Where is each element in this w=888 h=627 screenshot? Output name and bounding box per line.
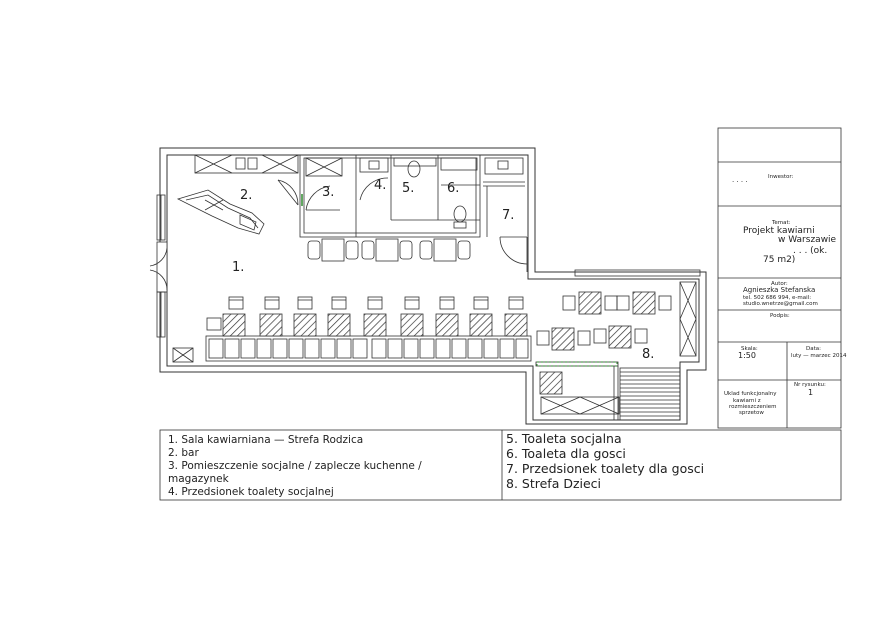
room-number-2: 2. — [240, 188, 253, 203]
subject-line4: 75 m2) — [763, 255, 796, 265]
subject-label: Temat: — [772, 220, 791, 226]
date-value: luty — marzec 2014 — [791, 353, 847, 359]
legend-right — [502, 430, 841, 500]
room-number-5: 5. — [402, 181, 415, 196]
author-name: Agnieszka Stefanska — [743, 286, 816, 294]
scale-label: Skala: — [741, 346, 758, 352]
author-phone: tel. 502 686 994, e-mail: — [743, 295, 812, 301]
legend-item-1: 1. Sala kawiarniana — Strefa Rodzica — [168, 434, 364, 446]
room-number-3: 3. — [322, 185, 335, 200]
bench — [206, 336, 531, 361]
description-line3: rozmieszczeniem — [729, 404, 777, 410]
subject-line1: Projekt kawiarni — [743, 226, 815, 236]
cafe-tables — [223, 314, 527, 336]
subject-line2: w Warszawie — [778, 235, 837, 245]
drawing-no-value: 1 — [808, 388, 814, 397]
legend-item-7: 7. Przedsionek toalety dla gosci — [506, 461, 705, 476]
legend-item-3-cont: magazynek — [168, 473, 229, 485]
entrance-door — [150, 195, 167, 337]
legend-item-4: 4. Przedsionek toalety socjalnej — [168, 486, 334, 498]
scale-value: 1:50 — [738, 351, 756, 360]
legend-item-6: 6. Toaleta dla gosci — [506, 446, 626, 461]
bar-stools — [308, 239, 470, 261]
room-number-8: 8. — [642, 347, 655, 362]
legend-item-8: 8. Strefa Dzieci — [506, 476, 602, 491]
legend-item-2: 2. bar — [168, 447, 199, 459]
legend-item-3: 3. Pomieszczenie socjalne / zaplecze kuchenne / — [168, 460, 422, 472]
legend-left — [160, 430, 502, 500]
author-email: studio.wnetrze@gmail.com — [743, 301, 818, 307]
room-number-7: 7. — [502, 208, 515, 223]
room-number-4: 4. — [374, 178, 387, 193]
signature-label: Podpis: — [770, 313, 790, 319]
author-label: Autor: — [771, 281, 788, 287]
subject-line3: . . . (ok. — [793, 246, 828, 256]
description-line4: sprzetow — [739, 410, 764, 416]
description-line1: Uklad funkcjonalny — [724, 391, 777, 397]
cabinet — [173, 348, 193, 362]
date-label: Data: — [806, 346, 821, 352]
back-rooms — [300, 155, 527, 272]
room-number-1: 1. — [232, 260, 245, 275]
description-line2: kawiarni z — [733, 398, 761, 404]
room-number-6: 6. — [447, 181, 460, 196]
investor-label: Inwestor: — [768, 174, 794, 180]
kids-zone-gate — [537, 362, 617, 366]
bar-counter — [178, 155, 298, 234]
drawing-no-label: Nr rysunku: — [794, 382, 826, 388]
investor-value: . . . . — [732, 176, 748, 184]
legend-item-5: 5. Toaleta socjalna — [506, 431, 622, 446]
